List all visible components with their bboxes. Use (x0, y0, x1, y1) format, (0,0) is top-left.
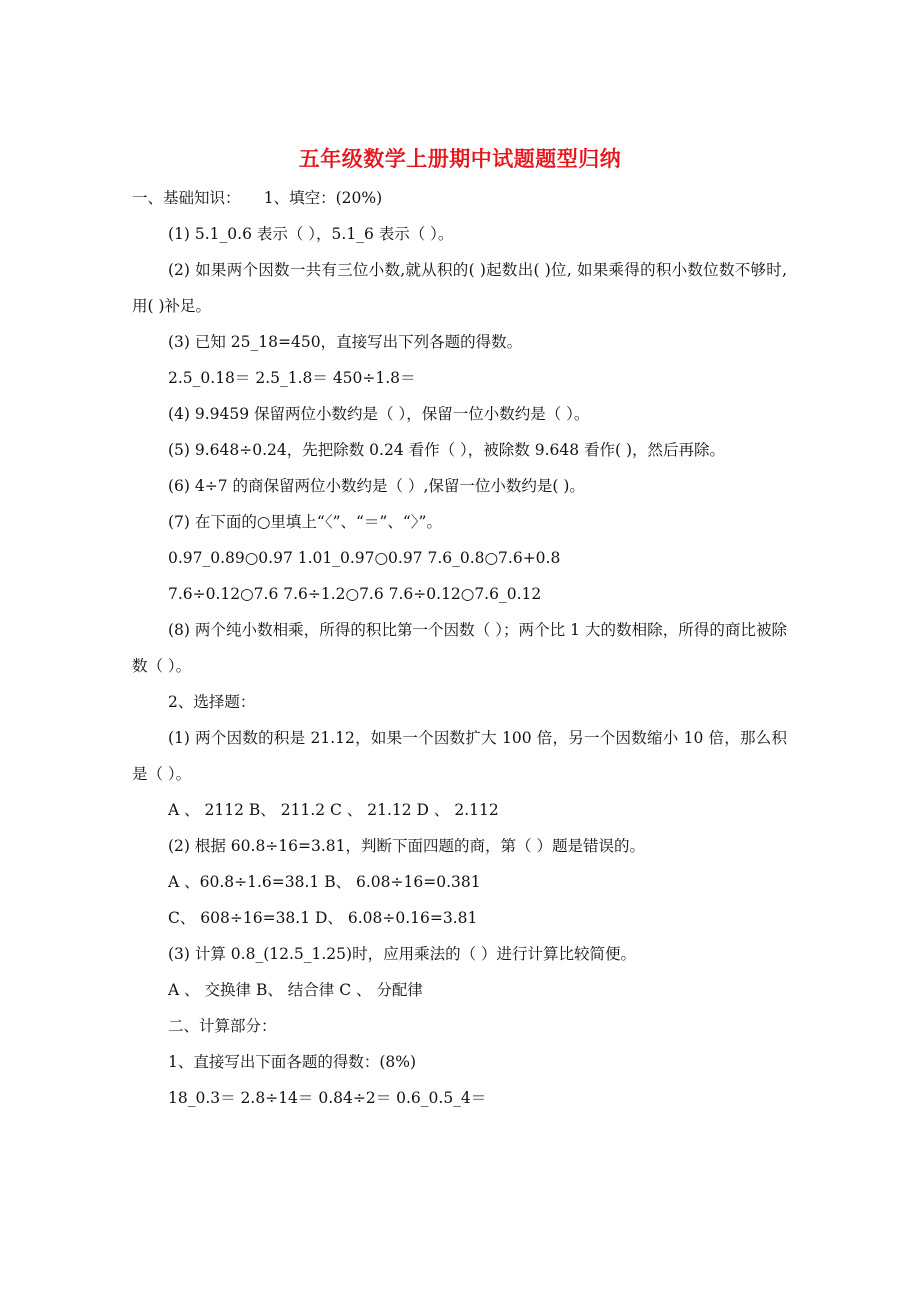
section-heading: 二、计算部分： (168, 1017, 277, 1035)
question-paragraph: (2) 根据 60.8÷16=3.81，判断下面四题的商，第（ ）题是错误的。 (168, 837, 645, 855)
answer-options: A 、 交换律 B、 结合律 C 、 分配律 (168, 981, 423, 999)
question-paragraph: (6) 4÷7 的商保留两位小数约是（ ）,保留一位小数约是( )。 (168, 477, 585, 495)
question-paragraph: 7.6÷0.12○7.6 7.6÷1.2○7.6 7.6÷0.12○7.6_0.12 (168, 585, 542, 603)
question-paragraph: (1) 5.1_0.6 表示（ ），5.1_6 表示（ ）。 (168, 225, 454, 243)
question-paragraph: (2) 如果两个因数一共有三位小数,就从积的( )起数出( )位, 如果乘得的积小数位数不够时,用( )补足。 (132, 261, 787, 315)
section-heading: 2、选择题： (168, 693, 256, 711)
question-paragraph: (3) 计算 0.8_(12.5_1.25)时，应用乘法的（ ）进行计算比较简便。 (168, 945, 637, 963)
question-paragraph: (8) 两个纯小数相乘，所得的积比第一个因数（ ）；两个比 1 大的数相除，所得的商比被除数（ ）。 (132, 621, 787, 675)
question-paragraph: 0.97_0.89○0.97 1.01_0.97○0.97 7.6_0.8○7.6+0.8 (168, 549, 561, 567)
question-paragraph: (4) 9.9459 保留两位小数约是（ ），保留一位小数约是（ ）。 (168, 405, 590, 423)
document-title: 五年级数学上册期中试题题型归纳 (298, 146, 622, 171)
answer-options: C、 608÷16=38.1 D、 6.08÷0.16=3.81 (168, 909, 478, 927)
question-paragraph: (7) 在下面的○里填上“〈”、“＝”、“〉”。 (168, 513, 442, 531)
question-paragraph: (5) 9.648÷0.24，先把除数 0.24 看作（ ），被除数 9.648 看作( )，然后再除。 (168, 441, 726, 459)
question-paragraph: 18_0.3＝ 2.8÷14＝ 0.84÷2＝ 0.6_0.5_4＝ (168, 1089, 487, 1107)
question-paragraph: (3) 已知 25_18=450，直接写出下列各题的得数。 (168, 333, 523, 351)
answer-options: A 、60.8÷1.6=38.1 B、 6.08÷16=0.381 (168, 873, 481, 891)
question-paragraph: 2.5_0.18＝ 2.5_1.8＝ 450÷1.8＝ (168, 369, 416, 387)
section-heading: 一、基础知识： 1、填空：(20%) (132, 189, 383, 207)
question-paragraph: (1) 两个因数的积是 21.12，如果一个因数扩大 100 倍，另一个因数缩小 10 倍，那么积是（ ）。 (132, 729, 787, 783)
answer-options: A 、 2112 B、 211.2 C 、 21.12 D 、 2.112 (168, 801, 499, 819)
section-heading: 1、直接写出下面各题的得数：(8%) (168, 1053, 417, 1071)
document-body (132, 180, 787, 1116)
